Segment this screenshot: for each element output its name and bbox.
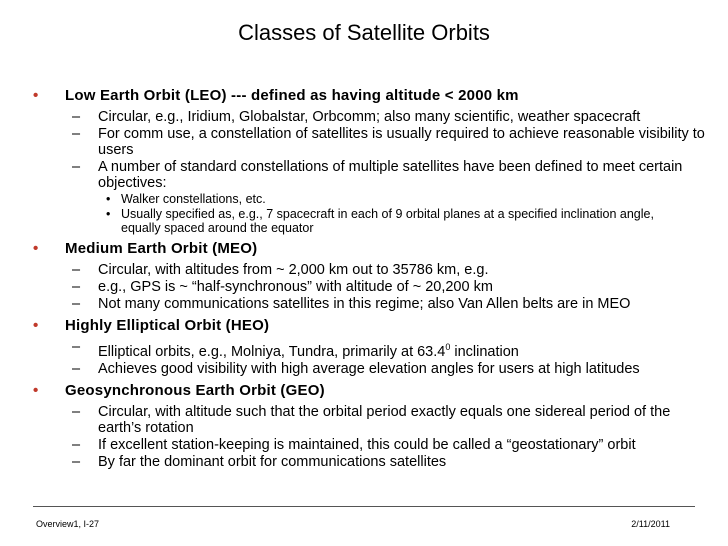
footer-slide-id: Overview1, I-27 (36, 519, 100, 529)
heading-text: Highly Elliptical Orbit (HEO) (65, 317, 270, 334)
bullet-icon: • (106, 207, 111, 221)
dash-icon: – (72, 403, 81, 420)
list-item-text: By far the dominant orbit for communications satellites (98, 453, 447, 470)
bullet-icon: • (106, 192, 111, 206)
superscript: 0 (445, 342, 451, 352)
list-item (0, 454, 728, 470)
dash-icon: – (72, 279, 81, 295)
list-item-text: Circular, with altitude such that the orbital period exactly equals one sidereal period of the earth’s rotation (98, 403, 671, 436)
sub-list-item-text: Walker constellations, etc. (121, 192, 266, 206)
section-meo-heading (0, 239, 728, 259)
list-item (0, 126, 728, 158)
dash-icon: – (72, 262, 81, 278)
list-item-text: If excellent station-keeping is maintained, this could be called a “geostationary” orbit (98, 436, 636, 453)
list-item (0, 437, 728, 453)
slide-title: Classes of Satellite Orbits (238, 20, 490, 45)
footer-divider (33, 506, 695, 507)
dash-icon: – (72, 339, 81, 355)
list-item-text: Not many communications satellites in this regime; also Van Allen belts are in MEO (98, 296, 631, 312)
dash-icon: – (72, 360, 81, 377)
list-item-text: A number of standard constellations of multiple satellites have been defined to meet certain objectives: (98, 159, 683, 191)
list-item (0, 404, 728, 436)
list-item-text: Achieves good visibility with high average elevation angles for users at high latitudes (98, 360, 640, 377)
list-item (0, 339, 728, 360)
list-item (0, 279, 728, 295)
list-item-text: For comm use, a constellation of satellites is usually required to achieve reasonable visibility to users (98, 126, 705, 158)
sub-list-item (0, 192, 728, 206)
dash-icon: – (72, 453, 81, 470)
bullet-icon: • (33, 240, 39, 257)
dash-icon: – (72, 159, 81, 175)
list-item-text: Elliptical orbits, e.g., Molniya, Tundra, primarily at 63.4 (98, 343, 446, 360)
list-item (0, 109, 728, 125)
heading-text: Geosynchronous Earth Orbit (GEO) (65, 381, 325, 399)
sub-list-item (0, 207, 728, 235)
list-item-text-tail: inclination (450, 343, 519, 360)
bullet-icon: • (33, 87, 39, 104)
slide-content (0, 86, 728, 471)
heading-text: Medium Earth Orbit (MEO) (65, 240, 258, 257)
list-item-text: Circular, with altitudes from ~ 2,000 km out to 35786 km, e.g. (98, 262, 489, 278)
list-item-text: Circular, e.g., Iridium, Globalstar, Orbcomm; also many scientific, weather spacecraft (98, 109, 641, 125)
heading-text: Low Earth Orbit (LEO) --- defined as having altitude < 2000 km (65, 87, 519, 104)
bullet-icon: • (33, 317, 39, 334)
dash-icon: – (72, 436, 81, 453)
section-geo-heading (0, 381, 728, 401)
list-item (0, 296, 728, 312)
sub-list-item-text: Usually specified as, e.g., 7 spacecraft in each of 9 orbital planes at a specified inclination angle, equally spaced around the equator (121, 207, 654, 235)
dash-icon: – (72, 126, 81, 142)
list-item (0, 361, 728, 377)
list-item-text: e.g., GPS is ~ “half-synchronous” with altitude of ~ 20,200 km (98, 279, 493, 295)
bullet-icon: • (33, 381, 39, 399)
list-item (0, 262, 728, 278)
dash-icon: – (72, 296, 81, 312)
section-leo-heading (0, 86, 728, 106)
dash-icon: – (72, 109, 81, 125)
section-heo-heading (0, 316, 728, 336)
list-item (0, 159, 728, 191)
footer-date: 2/11/2011 (631, 519, 670, 529)
